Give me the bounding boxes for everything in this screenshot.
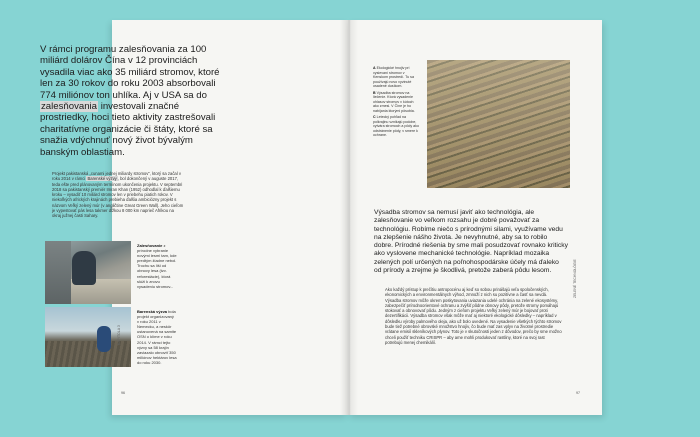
- book-gutter: [340, 20, 358, 415]
- note-item: [373, 91, 419, 114]
- right-main-paragraph: [374, 209, 568, 275]
- note-item: [373, 66, 419, 89]
- note-marker: C: [373, 115, 376, 119]
- photo-aerial-terraces: [427, 60, 570, 188]
- caption-bonn-term: Barenská výzva: [137, 309, 168, 314]
- lead-paragraph: [40, 44, 222, 158]
- photo-notes: [373, 66, 419, 140]
- body-start: Projekt pakistanská „cunami jednej miliardy stromov“, ktorý sa začal v roku 2014 v rámci: [52, 171, 181, 182]
- photo-helicopter-seeding: [45, 241, 131, 304]
- right-body-paragraph: Ako každý prístup k prečítiu antropocénu aj keď so sobou prinášajú veľa spoločenských, ekonomických a environmentálnych výhod, zmnoží z nich su pozitívne a časť sa nevdá. Výsadba stromov môže okrem poskytovania uviazania udelé ochránia na zelené ekosystémy, zabezpečiť prírodnoorientové ochranu a zvýšiť pôdne obnovy pôdy, pretože stromy pomáhajú stokovať a obnovovať pôdu. Jedným z cieľom projektu Veľký zelený múr je bojovať proti dezertifikácii. Výsadba stromov však môže mať aj niektoré ekologické dôsledky – napríklad v dôsledku výroby palmového oleja, ako už bolo uvedené. Na vysadenie všetkých týchto stromov bude tiež potrebné obrovské množstvo hnojív, čo bude mať zas vplyv na životné prostredie vrátane emisií skleníkových plynov. Toto je v skutočnosti jeden z dôvodov, prečo by sme možno chceli použiť techniku CRISPR – aby ame mohli produkovať rastliny, ktoré na svoj rast potrebujú menej chemikálií.: [385, 287, 562, 345]
- helicopter-door: [45, 241, 71, 304]
- note-marker: B: [373, 90, 376, 95]
- caption-bonn-text: bola projekt organizovaný v roku 2011 v Nemecku, a neskôr ustanovená na samite OSN o klíme v roku 2014. V rámci tejto výzvy sa 58 krajín zaviazalo obnoviť 350 miliónov hektárov lesa do roku 2030.: [137, 309, 177, 365]
- lead-text-end: investovali značné prostriedky, hoci tieto aktivity zastrešovali charitatívne organizácie či štáty, ktoré sa snažia vdýchnuť nový život bývalým banským oblastiam.: [40, 101, 216, 158]
- caption-afforestation-term: Zalesňovanie: [137, 243, 163, 248]
- person-figure: [72, 251, 96, 285]
- page-number-left: 96: [121, 391, 125, 395]
- para-technology: Výsadba stromov sa nemusí javiť ako technológia, ale zalesňovanie vo veľkom rozsahu je dobré považovať za technológiu. Robíme niečo s prírodnými silami, využívame vedu na zlepšenie nášho života. Je nevyhnutné, aby sa to robilo dobre. Prírodné riešenia by sme mali posudzovať rovnako kriticky ako vyslovene mechanické technológie. Napríklad mozaika zelených polí určených na poľnohospodárske účely má ďaleko od prírody a zrejme je škodlivá, pretože zaberá pôdu lesom.: [374, 209, 568, 275]
- lead-text: V rámci programu zalesňovania za 100 miliárd dolárov Čína v 12 provinciách vysadila viac ako 35 miliárd stromov, ktoré len za 30 rokov do roku 2003 absorbovali 774 miliónov ton uhlíka. Aj v USA sa do: [40, 44, 220, 101]
- left-body-paragraph: [52, 171, 184, 219]
- caption-afforestation-text: z prírodne vybranie novými lesmi tam, kde predtým žiadne nebol. Trochu sa líši od obnovy lesa (tzv. reforestácie), ktorá slúži k znovu vysadeniu stromov...: [137, 243, 177, 289]
- note-text: Výsadba stromov na liečenie. Ktorá vysadenie ohlasov stromov v kútoch ako zmesi. V Číne je ho nabíjania ktorými pôsobia.: [373, 90, 415, 113]
- caption-bonn-challenge: [137, 309, 177, 365]
- body-highlight: Barenské výzvy: [87, 176, 117, 182]
- chapter-side-label: KAPITOLA 3: [117, 325, 121, 345]
- note-marker: A: [373, 66, 376, 70]
- caption-afforestation: [137, 243, 177, 289]
- planter-figure: [97, 326, 111, 352]
- note-text: Letecký pohľad na polkrajinu vznikajú podobe, vytvára stromoch a pôdy ako odstránenie pôdy, v smere k ochrane.: [373, 115, 419, 137]
- note-item: [373, 115, 419, 138]
- book-side-label: ZELENÉ TECHNOLÓGIE: [573, 259, 577, 298]
- photo-overlay: [427, 60, 570, 188]
- body-end: , bol dokončený v auguste 2017, teda ešte pred plánovaným termínom ukončenia projektu. V septembri 2018 sa pakistanský premiér Imran Khan (1952) odhodlal k ďalšiemu kroku – vysadiť 10 miliárd stromov len v priebehu piatich rokov. V niekoľkých afrických krajinách prebieha ďalšia ambiciózny projekt s názvom Veľký zelený múr (v angličtine Great Green Wall). Jeho cieľom je vypestovať pás lesa takmer dĺžkou 8 000 km naprieč Afrikou na okraj južnej časti Sahary.: [52, 176, 184, 219]
- note-text: Ekologické hnojiv pri vysievaní stromov v Kenskom prostredí. Tu sa používajú novo vyvinuté osadené dusíkom.: [373, 66, 414, 88]
- lead-highlight: zalesňovania: [41, 101, 98, 113]
- page-number-right: 97: [576, 391, 580, 395]
